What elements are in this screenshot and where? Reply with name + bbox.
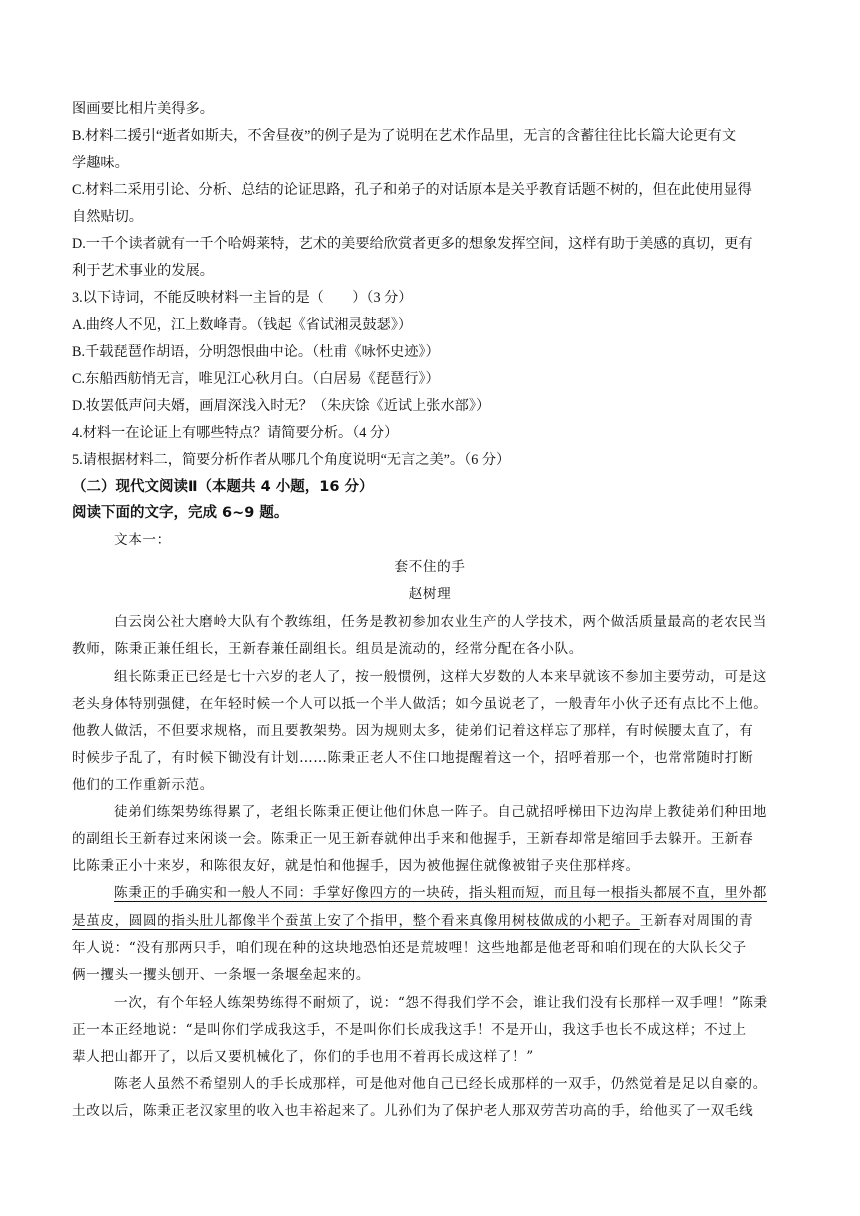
story-paragraph-line: 土改以后，陈秉正老汉家里的收入也丰裕起来了。儿孙们为了保护老人那双劳苦功高的手，给他买了一双毛线 bbox=[72, 1103, 754, 1119]
question-3-option-d: D.妆罢低声问夫婿，画眉深浅入时无？（朱庆馀《近试上张水部》） bbox=[72, 398, 491, 414]
story-title: 套不住的手 bbox=[394, 559, 466, 575]
option-b-line: 学趣味。 bbox=[72, 155, 129, 171]
story-paragraph-line: 陈老人虽然不希望别人的手长成那样，可是他对他自己已经长成那样的一双手，仍然觉着是足以自豪的。 bbox=[114, 1076, 767, 1092]
reading-instruction: 阅读下面的文字，完成 6~9 题。 bbox=[72, 505, 289, 521]
story-paragraph-line: 辈人把山都开了，以后又要机械化了，你们的手也用不着再长成这样了！” bbox=[72, 1049, 534, 1065]
story-paragraph-line: 他们的工作重新示范。 bbox=[72, 777, 214, 793]
question-3-option-c: C.东船西舫悄无言，唯见江心秋月白。（白居易《琵琶行》） bbox=[72, 371, 440, 387]
question-3-option-b: B.千载琵琶作胡语，分明怨恨曲中论。（杜甫《咏怀史迹》） bbox=[72, 344, 440, 360]
underlined-passage-line-wrap bbox=[72, 911, 753, 931]
story-paragraph-line: 俩一攫头一攫头刨开、一条堰一条堰垒起来的。 bbox=[72, 967, 371, 983]
section-heading: （二）现代文阅读Ⅱ（本题共 4 小题，16 分） bbox=[72, 479, 374, 495]
question-3-option-a: A.曲终人不见，江上数峰青。（钱起《省试湘灵鼓瑟》） bbox=[72, 317, 413, 333]
question-4: 4.材料一在论证上有哪些特点？请简要分析。（4 分） bbox=[72, 425, 399, 441]
option-a-continuation: 图画要比相片美得多。 bbox=[72, 101, 214, 117]
story-paragraph-line: 徒弟们练架势练得累了，老组长陈秉正便让他们休息一阵子。自己就招呼梯田下边沟岸上教徒弟们种田地 bbox=[114, 804, 767, 820]
story-paragraph-line: 的副组长王新春过来闲谈一会。陈秉正一见王新春就伸出手来和他握手，王新春却常是缩回手去躲开。王新春 bbox=[72, 831, 754, 847]
story-paragraph-line: 他教人做活，不但要求规格，而且要教架势。因为规则太多，徒弟们记着这样忘了那样，有时候腰太直了，有 bbox=[72, 723, 754, 739]
story-paragraph-line: 一次，有个年轻人练架势练得不耐烦了，说：“怨不得我们学不会，谁让我们没有长那样一双手哩！”陈秉 bbox=[114, 995, 768, 1011]
story-paragraph-line: 白云岗公社大磨岭大队有个教练组，任务是教初参加农业生产的人学技术，两个做活质量最高的老农民当 bbox=[114, 614, 767, 630]
story-paragraph-line: 年人说：“没有那两只手，咱们现在种的这块地恐怕还是荒坡哩！这些地都是他老哥和咱们现在的大队长父子 bbox=[72, 940, 747, 956]
story-sentence: 王新春对周围的青 bbox=[639, 913, 754, 929]
text-one-label: 文本一： bbox=[114, 532, 171, 548]
question-3-stem: 3.以下诗词，不能反映材料一主旨的是（ ）（3 分） bbox=[72, 290, 413, 306]
option-d-line: D.一千个读者就有一千个哈姆莱特，艺术的美要给欣赏者更多的想象发挥空间，这样有助于美感的真切，更有 bbox=[72, 236, 753, 252]
story-author: 赵树理 bbox=[408, 586, 452, 602]
story-paragraph-line: 时候步子乱了，有时候下锄没有计划……陈秉正老人不住口地提醒着这一个，招呼着那一个，也常常随时打断 bbox=[72, 750, 754, 766]
option-b-line: B.材料二援引“逝者如斯夫，不舍昼夜”的例子是为了说明在艺术作品里，无言的含蓄往往比长篇大论更有文 bbox=[72, 128, 737, 144]
option-d-line: 利于艺术事业的发展。 bbox=[72, 263, 214, 279]
question-5: 5.请根据材料二，简要分析作者从哪几个角度说明“无言之美”。（6 分） bbox=[72, 452, 511, 468]
story-paragraph-line: 比陈秉正小十来岁，和陈很友好，就是怕和他握手，因为被他握住就像被钳子夹住那样疼。 bbox=[72, 858, 640, 874]
story-paragraph-line: 教师，陈秉正兼任组长，王新春兼任副组长。组员是流动的，经常分配在各小队。 bbox=[72, 641, 583, 657]
underlined-passage-end: 是茧皮，圆圆的指头肚儿都像半个蚕茧上安了个指甲，整个看来真像用树枝做成的小耙子。 bbox=[72, 913, 640, 929]
story-paragraph-line: 正一本正经地说：“是叫你们学成我这手，不是叫你们长成我这手！不是开山，我这手也长不成这样；不过上 bbox=[72, 1022, 747, 1038]
option-c-line: C.材料二采用引论、分析、总结的论证思路，孔子和弟子的对话原本是关乎教育话题不树的，但在此使用显得 bbox=[72, 182, 752, 198]
story-paragraph-line: 老头身体特别强健，在年轻时候一个人可以抵一个半人做活；如今虽说老了，一般青年小伙子还有点比不上他。 bbox=[72, 696, 768, 712]
underlined-passage-line: 陈秉正的手确实和一般人不同：手掌好像四方的一块砖，指头粗而短，而且每一根指头都展不直，里外都 bbox=[114, 885, 767, 901]
story-paragraph-line: 组长陈秉正已经是七十六岁的老人了，按一般惯例，这样大岁数的人本来早就该不参加主要劳动，可是这 bbox=[114, 669, 767, 685]
option-c-line: 自然贴切。 bbox=[72, 209, 143, 225]
